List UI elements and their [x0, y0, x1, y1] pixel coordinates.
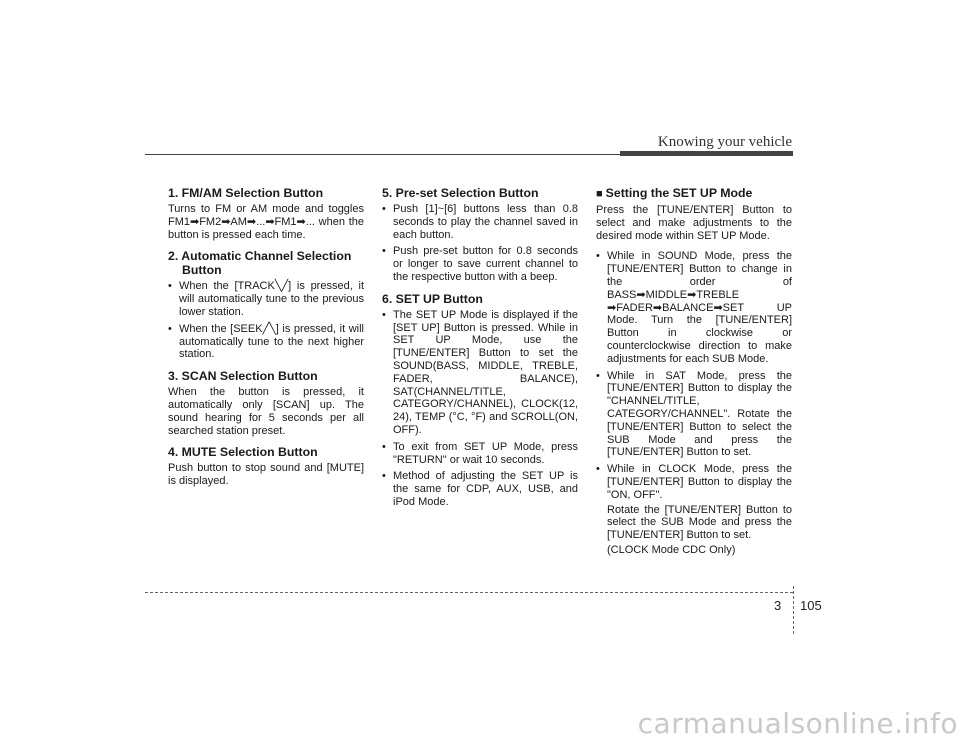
column-2 [382, 186, 578, 517]
auto-channel-list [168, 280, 364, 361]
list-item: • While in CLOCK Mode, press the [TUNE/ENTER] Button to display the "ON, OFF". Rotate the [TUNE/ENTER] Button to select the SUB Mode and press the [TUNE/ENTER] Button to set. (CLOCK Mode CDC Only) [596, 463, 792, 557]
section-text-setting-intro: Press the [TUNE/ENTER] Button to select and make adjustments to the desired mode within SET UP Mode. [596, 204, 792, 242]
list-item: • While in SAT Mode, press the [TUNE/ENTER] Button to display the "CHANNEL/TITLE, CATEGORY/CHANNEL". Rotate the [TUNE/ENTER] Button to select the SUB Mode and press the [TUNE/ENTER] Button to set. [596, 370, 792, 460]
chevron-up-icon: ╱╲ [262, 322, 276, 335]
section-text-mute: Push button to stop sound and [MUTE] is displayed. [168, 462, 364, 488]
header-title: Knowing your vehicle [657, 134, 792, 150]
section-heading-preset: 5. Pre-set Selection Button [382, 186, 539, 200]
list-item: • While in SOUND Mode, press the [TUNE/ENTER] Button to change in the order of BASS➡MIDDLE➡TREBLE ➡FADER➡BALANCE➡SET UP Mode. Turn the [TUNE/ENTER] Button in clockwise or counterclockwise direction to make adjustments for each SUB Mode. [596, 250, 792, 365]
section-heading-scan: 3. SCAN Selection Button [168, 369, 318, 384]
footer-divider [793, 586, 794, 634]
section-heading-setting-setup: ■ Setting the SET UP Mode [596, 186, 753, 200]
section-heading-auto-channel: 2. Automatic Channel Selection Button [168, 249, 352, 278]
section-text-scan: When the button is pressed, it automatically only [SCAN] up. The sound hearing for 5 seconds per all searched station preset. [168, 386, 364, 437]
section-text-fm-am: Turns to FM or AM mode and toggles FM1➡FM2➡AM➡...➡FM1➡... when the button is pressed each time. [168, 203, 364, 241]
list-item: • When the [SEEK╱╲] is pressed, it will automatically tune to the next higher station. [168, 323, 364, 361]
column-1 [168, 186, 364, 496]
setting-list [596, 250, 792, 556]
section-heading-mute: 4. MUTE Selection Button [168, 445, 318, 460]
chevron-down-icon: ╲╱ [274, 280, 289, 293]
preset-list [382, 203, 578, 284]
list-item: • Push [1]~[6] buttons less than 0.8 seconds to play the channel saved in each button. [382, 203, 578, 241]
list-item: • To exit from SET UP Mode, press "RETURN" or wait 10 seconds. [382, 441, 578, 467]
watermark: carmanualsonline.info [637, 707, 958, 740]
section-heading-fm-am: 1. FM/AM Selection Button [168, 186, 324, 200]
column-3 [596, 186, 792, 565]
page-number: 105 [800, 598, 822, 613]
footer-rule [145, 592, 793, 593]
setup-list [382, 309, 578, 509]
section-heading-setup: 6. SET UP Button [382, 291, 483, 306]
list-item: • Push pre-set button for 0.8 seconds or longer to save current channel to the respective button with a beep. [382, 245, 578, 283]
chapter-number: 3 [774, 598, 782, 613]
header-rule-accent [620, 151, 793, 156]
header-rule [145, 154, 620, 155]
list-item: • The SET UP Mode is displayed if the [SET UP] Button is pressed. While in SET UP Mode, use the [TUNE/ENTER] Button to set the SOUND(BASS, MIDDLE, TREBLE, FADER, BALANCE), SAT(CHANNEL/TITLE, CATEGORY/CHANNEL), CLOCK(12, 24), TEMP (°C, °F) and SCROLL(ON, OFF). [382, 309, 578, 437]
list-item: • Method of adjusting the SET UP is the same for CDP, AUX, USB, and iPod Mode. [382, 470, 578, 508]
square-bullet-icon: ■ [596, 188, 603, 200]
list-item: • When the [TRACK╲╱] is pressed, it will automatically tune to the previous lower station. [168, 280, 364, 318]
